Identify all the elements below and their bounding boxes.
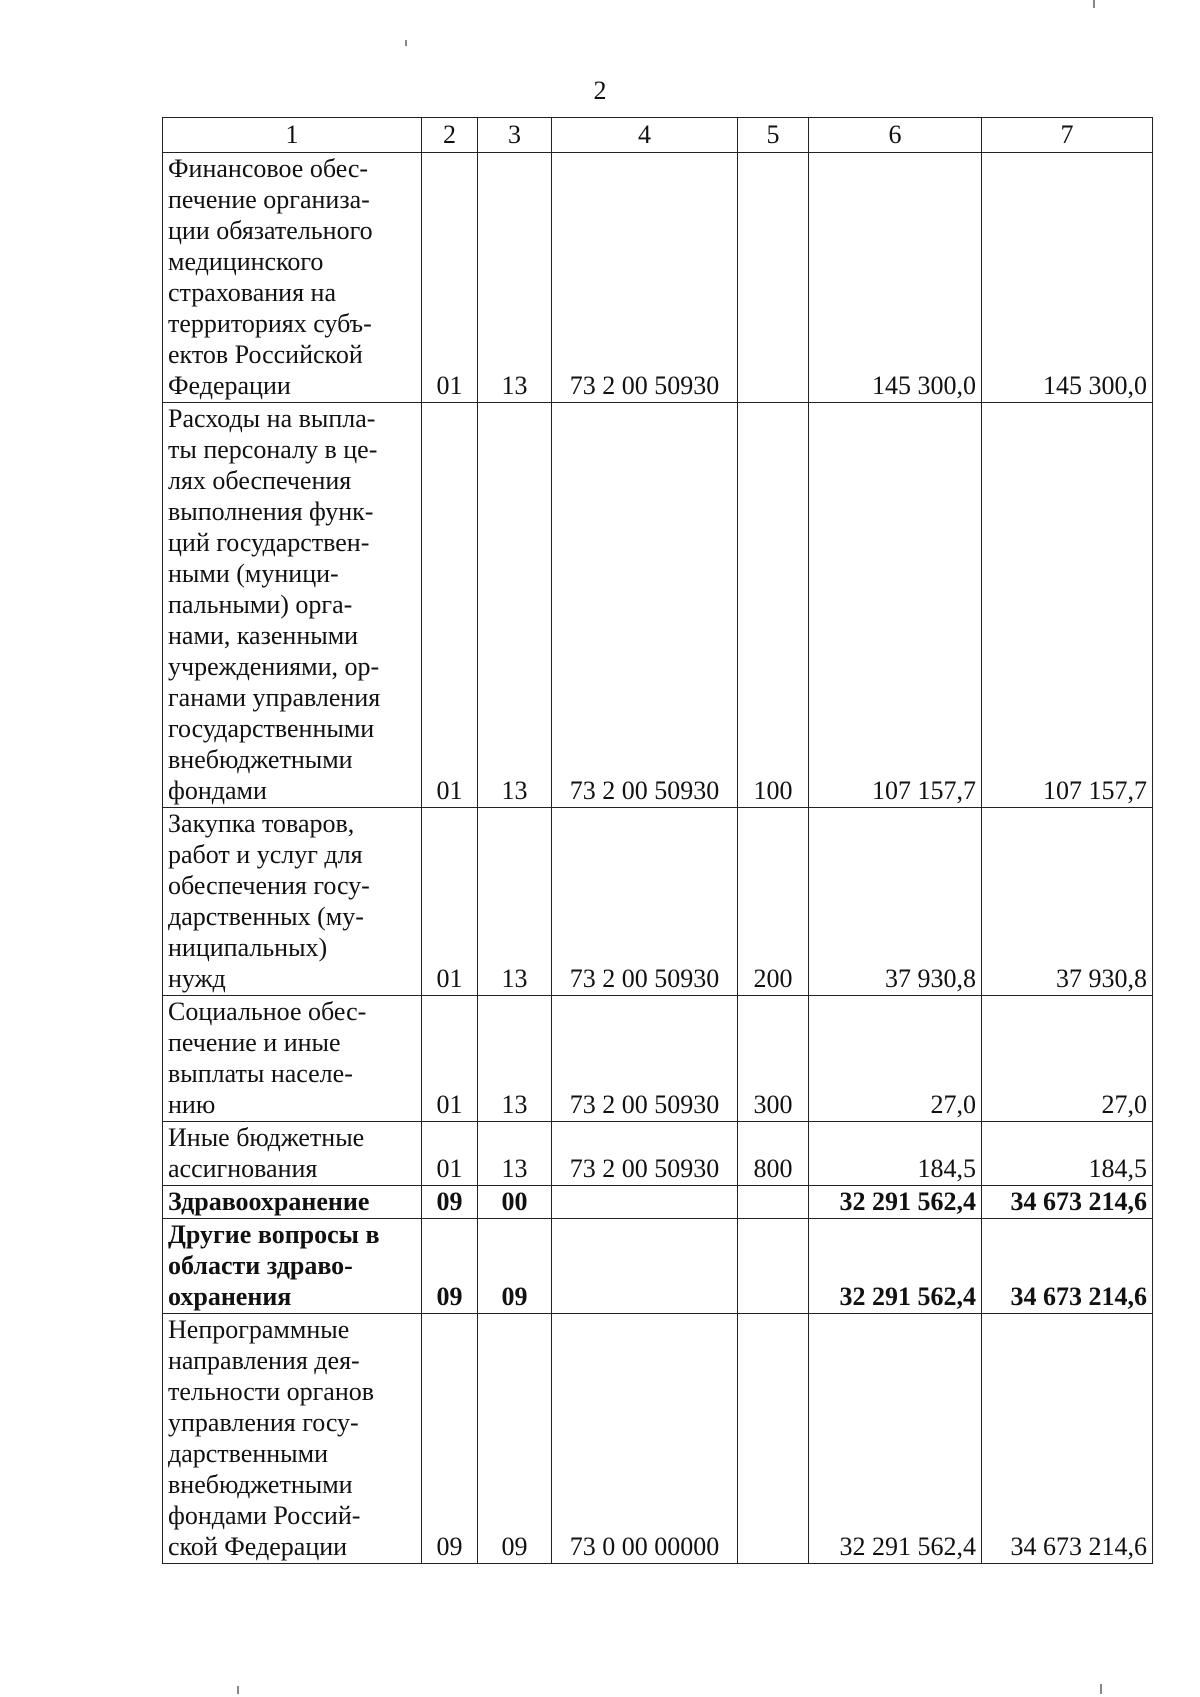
row-name-cell [163,153,422,403]
row-name-line: Финансовое обес- [168,154,369,183]
row-name-line: Другие вопросы в [168,1220,380,1249]
row-name-line: лях обеспечения [168,466,352,495]
amount-year1-cell: 32 291 562,4 [809,1314,982,1564]
amount-year2-cell: 107 157,7 [982,403,1153,808]
row-name-line: фондами Россий- [168,1501,361,1530]
row-name-line: тельности органов [168,1377,375,1406]
row-name-line: ектов Российской [168,340,363,369]
row-name-line: Здравоохранение [168,1187,370,1216]
amount-year2-cell: 145 300,0 [982,153,1153,403]
amount-year2-cell: 34 673 214,6 [982,1314,1153,1564]
row-name-cell [163,1186,422,1219]
expense-type-cell: 300 [738,996,809,1122]
row-name-line: ниципальных) [168,933,328,962]
subsection-code-cell: 09 [478,1219,552,1314]
row-name-cell [163,808,422,996]
row-name-line: Федерации [168,371,291,400]
subsection-code-cell: 13 [478,808,552,996]
subsection-code-cell: 00 [478,1186,552,1219]
row-name-line: дарственными [168,1439,328,1468]
target-article-cell: 73 2 00 50930 [552,153,738,403]
amount-year1-cell: 107 157,7 [809,403,982,808]
row-name-line: ской Федерации [168,1532,348,1561]
row-name-line: дарственных (му- [168,902,364,931]
target-article-cell: 73 2 00 50930 [552,808,738,996]
row-name-cell [163,996,422,1122]
row-name-line: территориях субъ- [168,309,372,338]
target-article-cell: 73 2 00 50930 [552,403,738,808]
expense-type-cell: 200 [738,808,809,996]
column-header-5: 5 [738,118,809,153]
row-name-line: медицинского [168,247,324,276]
column-header-4: 4 [552,118,738,153]
expense-type-cell [738,1219,809,1314]
expense-type-cell [738,1314,809,1564]
row-name-line: ты персоналу в це- [168,435,378,464]
column-header-2: 2 [422,118,478,153]
row-name-line: Социальное обес- [168,997,367,1026]
expense-type-cell: 100 [738,403,809,808]
row-name-cell [163,1122,422,1186]
row-name-line: обеспечения госу- [168,871,370,900]
row-name-line: Расходы на выпла- [168,404,376,433]
target-article-cell: 73 0 00 00000 [552,1314,738,1564]
table-header [163,118,1153,153]
table-row [163,1122,1153,1186]
section-code-cell: 01 [422,996,478,1122]
row-name-line: ции обязательного [168,216,373,245]
amount-year2-cell: 34 673 214,6 [982,1219,1153,1314]
amount-year2-cell: 184,5 [982,1122,1153,1186]
amount-year1-cell: 184,5 [809,1122,982,1186]
subsection-code-cell: 13 [478,996,552,1122]
row-name-line: Закупка товаров, [168,809,355,838]
row-name-line: внебюджетными [168,745,353,774]
column-header-7: 7 [982,118,1153,153]
amount-year1-cell: 32 291 562,4 [809,1219,982,1314]
amount-year2-cell: 37 930,8 [982,808,1153,996]
row-name-line: Непрограммные [168,1315,350,1344]
row-name-line: фондами [168,776,267,805]
amount-year1-cell: 27,0 [809,996,982,1122]
section-code-cell: 09 [422,1186,478,1219]
row-name-line: ными (муници- [168,559,339,588]
subsection-code-cell: 13 [478,1122,552,1186]
scan-mark [1093,0,1095,8]
row-name-line: нужд [168,964,226,993]
row-name-line: государственными [168,714,375,743]
column-header-3: 3 [478,118,552,153]
row-name-line: нами, казенными [168,621,359,650]
row-name-line: ций государствен- [168,528,370,557]
amount-year2-cell: 34 673 214,6 [982,1186,1153,1219]
page-number: 2 [593,76,607,105]
expense-type-cell: 800 [738,1122,809,1186]
expense-type-cell [738,1186,809,1219]
table-row [163,1219,1153,1314]
section-code-cell: 01 [422,403,478,808]
column-header-1: 1 [163,118,422,153]
table-row [163,808,1153,996]
section-code-cell: 09 [422,1314,478,1564]
target-article-cell [552,1186,738,1219]
table-row [163,1314,1153,1564]
subsection-code-cell: 09 [478,1314,552,1564]
scan-mark [1100,1684,1102,1694]
table-body [163,153,1153,1564]
row-name-line: пальными) орга- [168,590,353,619]
scan-mark [405,40,407,46]
expense-type-cell [738,153,809,403]
row-name-line: управления госу- [168,1408,359,1437]
amount-year1-cell: 145 300,0 [809,153,982,403]
row-name-line: страхования на [168,278,336,307]
row-name-cell [163,1219,422,1314]
target-article-cell: 73 2 00 50930 [552,1122,738,1186]
subsection-code-cell: 13 [478,153,552,403]
section-code-cell: 01 [422,808,478,996]
row-name-line: ганами управления [168,683,381,712]
target-article-cell [552,1219,738,1314]
scan-mark [237,1686,239,1694]
row-name-line: печение и иные [168,1028,341,1057]
section-code-cell: 01 [422,153,478,403]
amount-year2-cell: 27,0 [982,996,1153,1122]
table-row [163,153,1153,403]
row-name-line: работ и услуг для [168,840,363,869]
row-name-line: выплаты населе- [168,1059,353,1088]
row-name-line: охранения [168,1282,292,1311]
row-name-line: выполнения функ- [168,497,374,526]
budget-table [162,117,1153,1564]
target-article-cell: 73 2 00 50930 [552,996,738,1122]
amount-year1-cell: 32 291 562,4 [809,1186,982,1219]
row-name-line: печение организа- [168,185,370,214]
row-name-line: нию [168,1090,216,1119]
row-name-cell [163,1314,422,1564]
table-row [163,403,1153,808]
section-code-cell: 09 [422,1219,478,1314]
section-code-cell: 01 [422,1122,478,1186]
table-row [163,1186,1153,1219]
table-row [163,996,1153,1122]
subsection-code-cell: 13 [478,403,552,808]
row-name-line: внебюджетными [168,1470,353,1499]
amount-year1-cell: 37 930,8 [809,808,982,996]
row-name-line: Иные бюджетные [168,1123,365,1152]
row-name-cell [163,403,422,808]
row-name-line: ассигнования [168,1154,318,1183]
column-header-6: 6 [809,118,982,153]
row-name-line: направления дея- [168,1346,360,1375]
row-name-line: учреждениями, ор- [168,652,380,681]
header-row [163,118,1153,153]
row-name-line: области здраво- [168,1251,353,1280]
